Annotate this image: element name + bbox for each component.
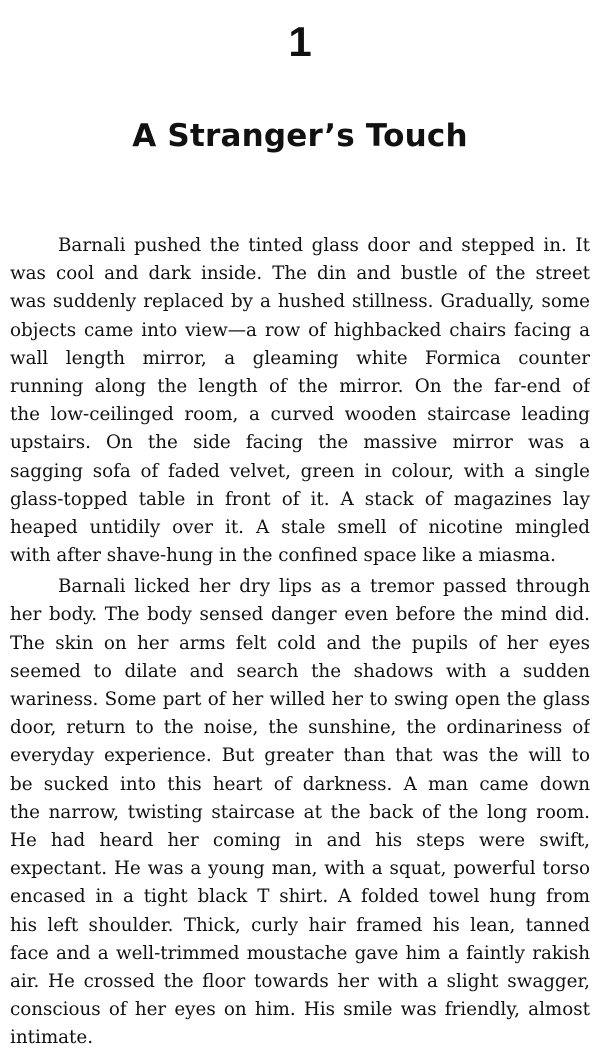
text-line: was cool and dark inside. The din and bustle of the street: [10, 263, 590, 285]
text-line: seemed to dilate and search the shadows with a sudden: [10, 660, 590, 682]
text-line: wall length mirror, a gleaming white Formica counter: [10, 347, 590, 369]
chapter-title: A Stranger’s Touch: [132, 118, 468, 154]
text-line: conscious of her eyes on him. His smile was friendly, almost: [10, 999, 590, 1021]
text-line: be sucked into this heart of darkness. A man came down: [10, 773, 590, 795]
paragraph: [10, 573, 590, 1052]
text-line: intimate.: [10, 1027, 94, 1049]
text-line: with after shave-hung in the confined space like a miasma.: [10, 545, 556, 567]
text-line: was suddenly replaced by a hushed stillness. Gradually, some: [10, 291, 590, 313]
text-line: encased in a tight black T shirt. A folded towel hung from: [10, 886, 590, 908]
text-line: face and a well-trimmed moustache gave him a faintly rakish: [10, 942, 590, 964]
text-line: running along the length of the mirror. On the far-end of: [10, 375, 590, 397]
text-line: wariness. Some part of her willed her to swing open the glass: [10, 689, 590, 710]
chapter-body: [10, 232, 590, 1055]
text-line: his left shoulder. Thick, curly hair framed his lean, tanned: [10, 914, 590, 936]
text-line: air. He crossed the floor towards her with a slight swagger,: [10, 970, 590, 992]
paragraph: [10, 232, 590, 570]
text-line: heaped untidily over it. A stale smell of nicotine mingled: [10, 516, 590, 538]
text-line: He had heard her coming in and his steps were swift,: [10, 829, 590, 851]
text-line: the narrow, twisting staircase at the back of the long room.: [10, 801, 590, 823]
text-line: sagging sofa of faded velvet, green in colour, with a single: [10, 460, 590, 482]
text-line: objects came into view—a row of highbacked chairs facing a: [10, 319, 590, 341]
text-line: her body. The body sensed danger even before the mind did.: [10, 604, 590, 626]
chapter-number: 1: [288, 18, 312, 65]
text-line: the low-ceilinged room, a curved wooden staircase leading: [10, 404, 590, 426]
text-line: expectant. He was a young man, with a squat, powerful torso: [10, 858, 590, 880]
text-line: upstairs. On the side facing the massive mirror was a: [10, 432, 590, 454]
text-line: glass-topped table in front of it. A stack of magazines lay: [10, 488, 590, 510]
text-line: Barnali pushed the tinted glass door and stepped in. It: [58, 235, 590, 256]
text-line: Barnali licked her dry lips as a tremor passed through: [58, 576, 590, 598]
text-line: everyday experience. But greater than that was the will to: [10, 745, 590, 767]
text-line: The skin on her arms felt cold and the pupils of her eyes: [10, 632, 590, 654]
text-line: door, return to the noise, the sunshine, the ordinariness of: [10, 717, 590, 739]
